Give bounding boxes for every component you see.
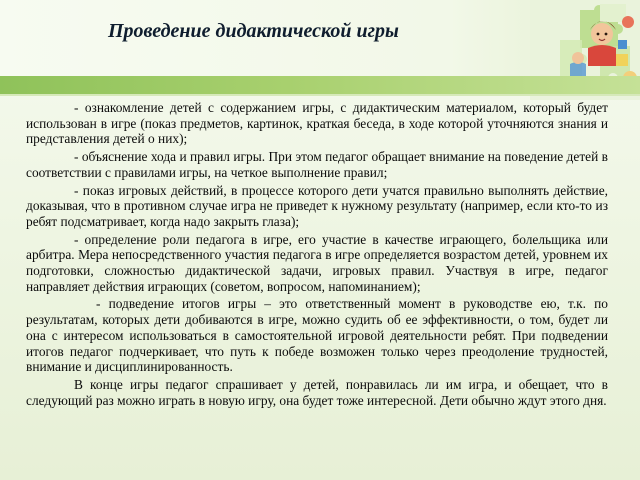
paragraph-introduction: - ознакомление детей с содержанием игры, с дидактическим материалом, который будет использован в игре (показ предметов, картинок, краткая беседа, в ходе которой уточняются знания и представления детей о них);: [26, 100, 608, 147]
paragraph-demonstration: - показ игровых действий, в процессе которого дети учатся правильно выполнять действие, доказывая, что в противном случае игра не приведет к нужному результату (например, если кто-то из ребят подсматривает, когда надо закрыть глаза);: [26, 182, 608, 229]
slide-title: Проведение дидактической игры: [108, 20, 399, 42]
paragraph-conclusion: В конце игры педагог спрашивает у детей, понравилась ли им игра, и обещает, что в следующий раз можно играть в новую игру, она будет тоже интересной. Дети обычно ждут этого дня.: [26, 376, 608, 408]
band-divider: [0, 94, 640, 96]
paragraph-summary: - подведение итогов игры – это ответственный момент в руководстве ею, т.к. по результатам, которых дети добиваются в игре, можно судить об ее эффективности, о том, будет ли она с интересом использоваться в самостоятельной игровой деятельности ребят. При подведении итогов педагог подчеркивает, что путь к победе возможен только через преодоление трудностей, внимание и дисциплинированность.: [26, 296, 608, 375]
paragraph-teacher-role: - определение роли педагога в игре, его участие в качестве играющего, болельщика или арбитра. Мера непосредственного участия педагога в игре определяется возрастом детей, уровнем их подготовки, сложностью дидактической задачи, игровых правил. Участвуя в игре, педагог направляет действия играющих (советом, вопросом, напоминанием);: [26, 231, 608, 294]
content-body: [26, 100, 608, 408]
green-band: [0, 76, 640, 94]
paragraph-explanation: - объяснение хода и правил игры. При этом педагог обращает внимание на поведение детей в соответствии с правилами игры, на четкое выполнение правил;: [26, 149, 608, 180]
